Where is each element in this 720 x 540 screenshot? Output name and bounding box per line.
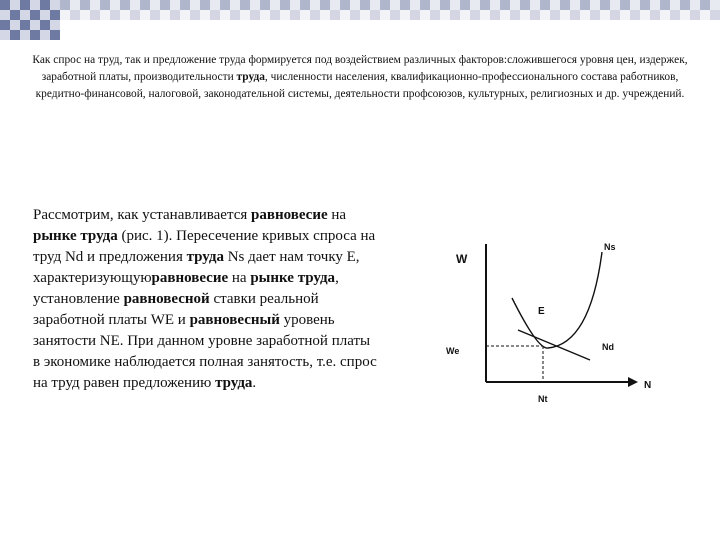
checker-cell [120, 10, 130, 20]
checker-cell [520, 0, 530, 10]
checker-cell [630, 0, 640, 10]
checker-cell [610, 0, 620, 10]
checker-cell [120, 0, 130, 10]
checker-cell [270, 10, 280, 20]
checker-cell [10, 30, 20, 40]
checker-cell [270, 0, 280, 10]
checker-cell [10, 0, 20, 10]
checker-cell [310, 10, 320, 20]
checker-cell [680, 10, 690, 20]
checker-cell [590, 10, 600, 20]
checker-cell [180, 10, 190, 20]
bold-text-run: равновесный [189, 312, 280, 328]
checker-cell [370, 0, 380, 10]
checker-cell [700, 10, 710, 20]
checker-cell [670, 10, 680, 20]
checker-cell [660, 0, 670, 10]
checker-cell [420, 10, 430, 20]
checker-cell [470, 10, 480, 20]
checker-cell [250, 10, 260, 20]
checker-cell [160, 0, 170, 10]
bold-text-run: рынке труда [250, 270, 336, 286]
checker-cell [130, 0, 140, 10]
x-axis-label: N [644, 380, 652, 391]
checker-cell [410, 10, 420, 20]
checker-cell [400, 0, 410, 10]
text-run: Рассмотрим, как устанавливается [33, 207, 252, 223]
checker-cell [700, 0, 710, 10]
checker-cell [460, 0, 470, 10]
checker-cell [140, 0, 150, 10]
checker-cell [600, 0, 610, 10]
checker-cell [20, 30, 30, 40]
checker-cell [450, 10, 460, 20]
checker-cell [60, 10, 70, 20]
checker-cell [560, 10, 570, 20]
checker-cell [190, 0, 200, 10]
checker-cell [110, 0, 120, 10]
checker-cell [420, 0, 430, 10]
checker-cell [250, 0, 260, 10]
checker-cell [620, 0, 630, 10]
text-run: Как спрос на труд, так и предложение труда формируется под воздействием различных факторов: [32, 54, 508, 66]
checker-cell [170, 10, 180, 20]
text-run: сложившегося уровня цен, издержек, заработной платы, производительности [41, 54, 688, 83]
checker-cell [380, 0, 390, 10]
checker-cell [40, 10, 50, 20]
checker-cell [100, 0, 110, 10]
checker-cell [40, 20, 50, 30]
checker-cell [500, 0, 510, 10]
bold-text-run: труда [236, 71, 265, 83]
intro-paragraph [30, 52, 690, 103]
checker-cell [360, 0, 370, 10]
checker-cell [50, 10, 60, 20]
checker-cell [430, 10, 440, 20]
checker-cell [500, 10, 510, 20]
header-checker-decoration [0, 0, 720, 40]
checker-cell [30, 10, 40, 20]
checker-cell [380, 10, 390, 20]
checker-cell [530, 0, 540, 10]
checker-cell [710, 10, 720, 20]
checker-cell [140, 10, 150, 20]
checker-cell [0, 30, 10, 40]
checker-cell [550, 0, 560, 10]
checker-cell [260, 0, 270, 10]
text-run: на [327, 207, 347, 223]
checker-cell [480, 10, 490, 20]
checker-cell [630, 10, 640, 20]
checker-cell [230, 0, 240, 10]
bold-text-run: труда [215, 375, 253, 391]
labor-market-graph [430, 232, 660, 412]
bold-text-run: труда [186, 249, 224, 265]
checker-cell [40, 30, 50, 40]
checker-cell [150, 10, 160, 20]
checker-cell [440, 0, 450, 10]
checker-cell [0, 20, 10, 30]
checker-cell [690, 10, 700, 20]
checker-cell [600, 10, 610, 20]
checker-cell [350, 10, 360, 20]
checker-cell [530, 10, 540, 20]
checker-cell [40, 0, 50, 10]
checker-cell [710, 0, 720, 10]
checker-cell [60, 0, 70, 10]
checker-cell [80, 10, 90, 20]
checker-cell [490, 0, 500, 10]
checker-cell [330, 0, 340, 10]
checker-cell [190, 10, 200, 20]
text-run: уровень занятости NE. При данном уровне заработной платы в экономике наблюдается полная занятость, т.е. спрос на труд равен предложению [33, 312, 377, 391]
checker-cell [580, 0, 590, 10]
explanation-paragraph [33, 205, 378, 394]
checker-cell [50, 30, 60, 40]
bold-text-run: рынке труда [33, 228, 118, 244]
checker-cell [690, 0, 700, 10]
checker-cell [100, 10, 110, 20]
checker-cell [520, 10, 530, 20]
checker-cell [0, 10, 10, 20]
checker-cell [220, 0, 230, 10]
checker-cell [340, 0, 350, 10]
checker-cell [570, 0, 580, 10]
checker-cell [200, 0, 210, 10]
checker-cell [560, 0, 570, 10]
checker-cell [340, 10, 350, 20]
checker-cell [470, 0, 480, 10]
checker-cell [350, 0, 360, 10]
checker-cell [220, 10, 230, 20]
checker-cell [430, 0, 440, 10]
checker-cell [650, 10, 660, 20]
checker-cell [70, 10, 80, 20]
checker-cell [160, 10, 170, 20]
equilibrium-label: E [538, 306, 545, 317]
checker-cell [290, 0, 300, 10]
text-run: на [228, 270, 251, 286]
checker-cell [400, 10, 410, 20]
checker-cell [110, 10, 120, 20]
checker-cell [540, 10, 550, 20]
checker-cell [300, 10, 310, 20]
checker-cell [20, 20, 30, 30]
checker-cell [200, 10, 210, 20]
bold-text-run: равновесие [151, 270, 229, 286]
checker-cell [260, 10, 270, 20]
y-axis-label: W [456, 252, 468, 266]
wage-label: We [446, 346, 460, 356]
checker-cell [460, 10, 470, 20]
checker-cell [280, 0, 290, 10]
checker-cell [640, 0, 650, 10]
checker-cell [300, 0, 310, 10]
checker-cell [30, 0, 40, 10]
checker-cell [170, 0, 180, 10]
checker-cell [640, 10, 650, 20]
checker-cell [510, 0, 520, 10]
checker-cell [280, 10, 290, 20]
checker-cell [330, 10, 340, 20]
checker-cell [90, 0, 100, 10]
demand-label: Nd [602, 342, 614, 352]
checker-cell [70, 0, 80, 10]
checker-cell [210, 10, 220, 20]
checker-cell [390, 0, 400, 10]
text-run: (рис. 1). Пересечение кривых спроса на труд Nd и предложения [33, 228, 376, 265]
checker-cell [650, 0, 660, 10]
text-run: . [252, 375, 257, 391]
checker-cell [310, 0, 320, 10]
checker-cell [50, 20, 60, 30]
checker-cell [550, 10, 560, 20]
checker-cell [450, 0, 460, 10]
checker-cell [90, 10, 100, 20]
checker-cell [240, 0, 250, 10]
text-run: ставки реальной заработной платы WE и [33, 291, 319, 328]
checker-cell [610, 10, 620, 20]
checker-cell [580, 10, 590, 20]
text-run: Ns дает нам точку Е, характеризующую [33, 249, 360, 286]
checker-cell [180, 0, 190, 10]
checker-cell [10, 10, 20, 20]
checker-cell [10, 20, 20, 30]
checker-cell [570, 10, 580, 20]
checker-cell [0, 0, 10, 10]
bold-text-run: равновесной [123, 291, 210, 307]
demand-curve-nd [518, 330, 590, 360]
checker-cell [230, 10, 240, 20]
text-run: , численности населения, квалификационно-профессионального состава работников, кредитно-финансовой, налоговой, законодательной системы, деятельности профсоюзов, культурных, религиозных и др. учреждений. [35, 71, 685, 100]
checker-cell [290, 10, 300, 20]
checker-cell [490, 10, 500, 20]
checker-cell [150, 0, 160, 10]
employment-label: Nt [538, 394, 548, 404]
checker-cell [30, 20, 40, 30]
checker-cell [30, 30, 40, 40]
checker-cell [620, 10, 630, 20]
checker-cell [320, 10, 330, 20]
text-run: , установление [33, 270, 339, 307]
checker-cell [20, 10, 30, 20]
checker-cell [360, 10, 370, 20]
supply-label: Ns [604, 242, 616, 252]
checker-cell [480, 0, 490, 10]
checker-cell [320, 0, 330, 10]
x-axis-arrow-icon [628, 377, 638, 387]
checker-cell [660, 10, 670, 20]
checker-cell [680, 0, 690, 10]
checker-cell [510, 10, 520, 20]
checker-cell [410, 0, 420, 10]
checker-cell [210, 0, 220, 10]
checker-cell [390, 10, 400, 20]
checker-cell [130, 10, 140, 20]
checker-cell [240, 10, 250, 20]
checker-cell [540, 0, 550, 10]
checker-cell [590, 0, 600, 10]
checker-cell [20, 0, 30, 10]
checker-cell [670, 0, 680, 10]
bold-text-run: равновесие [251, 207, 328, 223]
checker-cell [80, 0, 90, 10]
checker-cell [50, 0, 60, 10]
checker-cell [440, 10, 450, 20]
checker-cell [370, 10, 380, 20]
